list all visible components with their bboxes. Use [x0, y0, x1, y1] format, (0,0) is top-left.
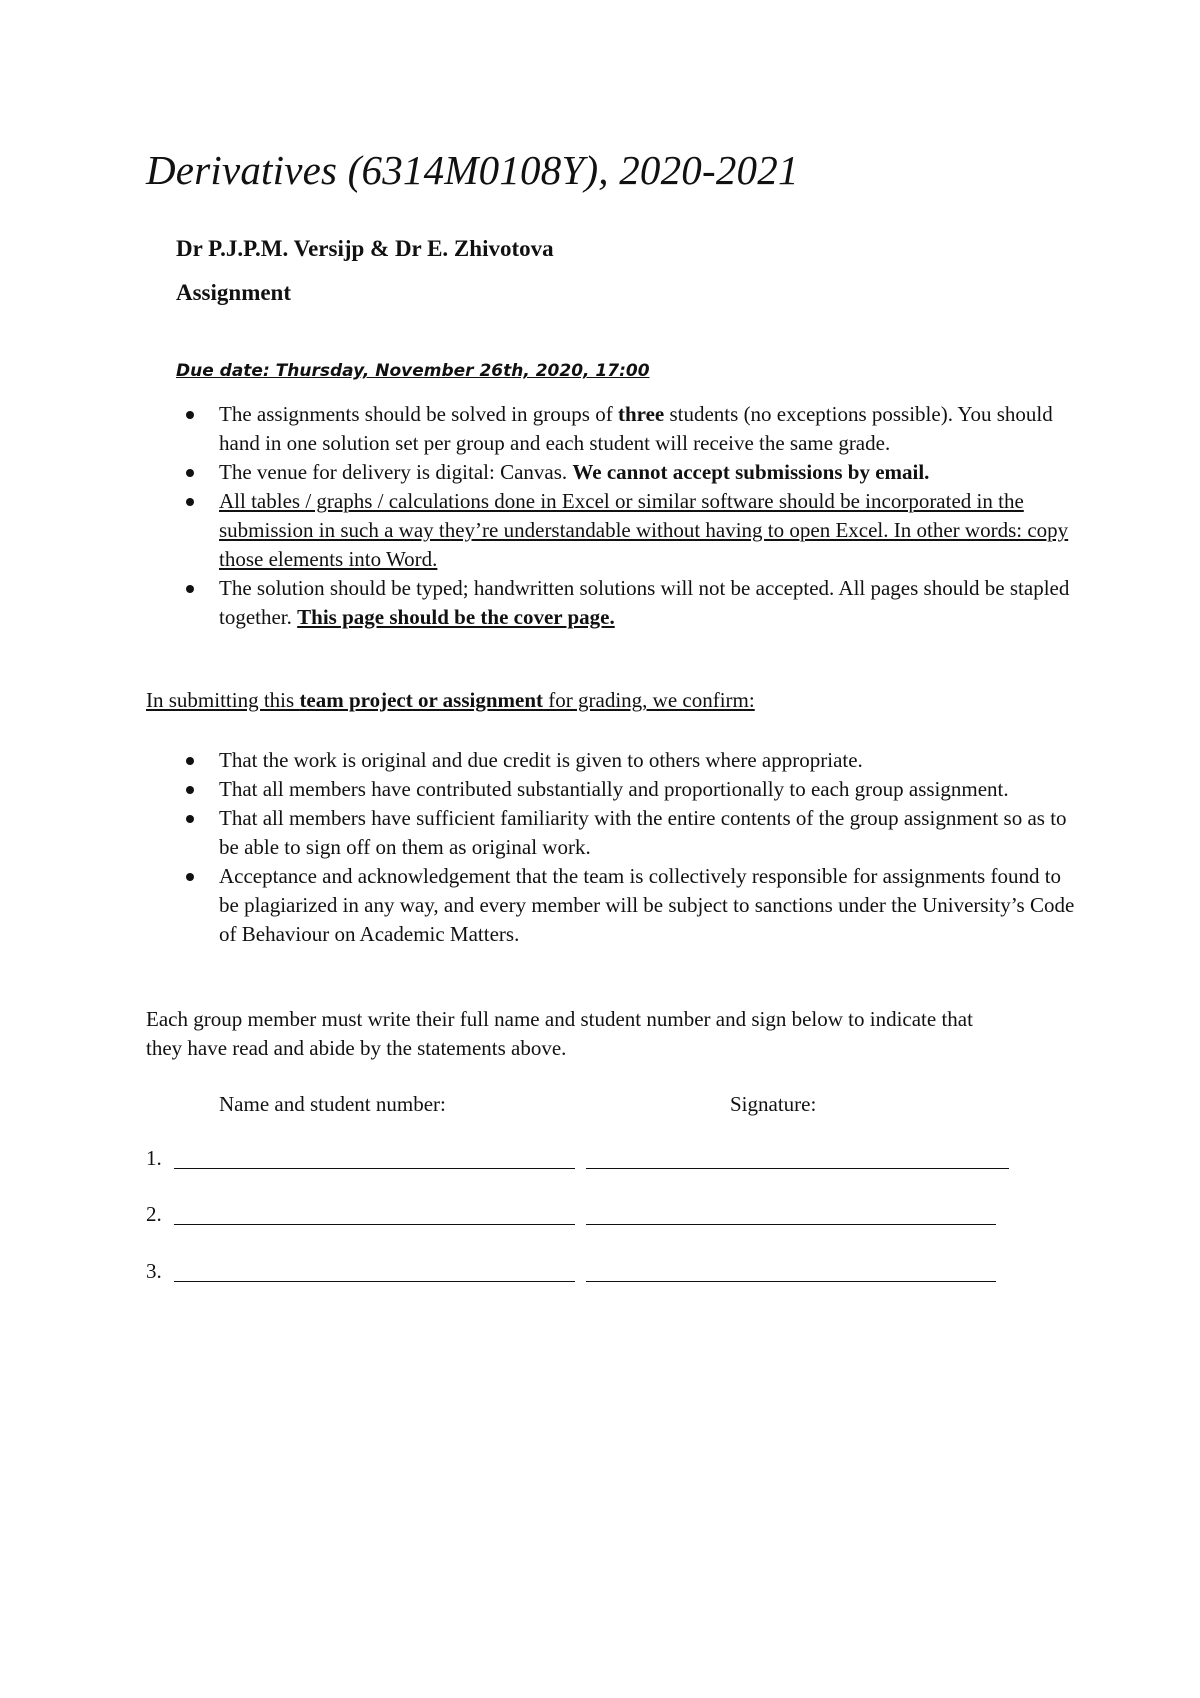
confirmation-item [146, 862, 1076, 949]
confirmation-text: Acceptance and acknowledgement that the team is collectively responsible for assignments found to be plagiarized in any way, and every member will be subject to sanctions under the University’s Code of Behaviour on Academic Matters. [219, 864, 1075, 946]
confirmation-text: That all members have sufficient familiarity with the entire contents of the group assignment so as to be able to sign off on them as original work. [219, 806, 1067, 859]
document-subtitle: Assignment [176, 280, 292, 305]
rule-group-size [146, 400, 1076, 458]
rule-text: The assignments should be solved in groups of [219, 402, 618, 426]
rule-excel [146, 487, 1076, 574]
confirmation-text: That the work is original and due credit is given to others where appropriate. [219, 748, 863, 772]
rule-text: All tables / graphs / calculations done in Excel or similar software should be incorporated in the submission in such a way they’re understandable without having to open Excel. In other words: copy those elements into Word. [219, 489, 1069, 571]
confirm-intro-text: In submitting this [146, 688, 300, 712]
bullet-icon [186, 498, 194, 506]
bullet-icon [186, 469, 194, 477]
confirmation-item [146, 804, 1076, 862]
confirmation-item [146, 775, 1076, 804]
document-title: Derivatives (6314M0108Y), 2020-2021 [146, 147, 799, 193]
confirmation-text: That all members have contributed substantially and proportionally to each group assignment. [219, 777, 1009, 801]
signing-instructions: Each group member must write their full name and student number and sign below to indicate that they have read and abide by the statements above. [146, 1007, 973, 1060]
name-student-number-field[interactable] [174, 1281, 575, 1282]
rule-typed [146, 574, 1076, 632]
bullet-icon [186, 757, 194, 765]
confirmation-item [146, 746, 1076, 775]
due-date: Due date: Thursday, November 26th, 2020, 17:00 [176, 361, 650, 381]
signature-row [146, 1259, 1076, 1289]
rules-list [146, 400, 1076, 632]
confirm-intro-emphasis: team project or assignment [299, 688, 544, 712]
confirm-intro-text: for grading, we confirm: [543, 688, 755, 712]
signature-row [146, 1202, 1076, 1232]
row-number: 3. [146, 1259, 162, 1283]
bullet-icon [186, 815, 194, 823]
rule-text: students (no exceptions possible). You should hand in one solution set per group and each student will receive the same grade. [219, 402, 1053, 455]
row-number: 1. [146, 1146, 162, 1170]
bullet-icon [186, 873, 194, 881]
name-student-number-field[interactable] [174, 1224, 575, 1225]
rule-text: The venue for delivery is digital: Canvas. [219, 460, 573, 484]
row-number: 2. [146, 1202, 162, 1226]
rule-emphasis: We cannot accept submissions by email. [572, 460, 930, 484]
rule-delivery [146, 458, 1076, 487]
name-column-header: Name and student number: [219, 1092, 446, 1116]
bullet-icon [186, 786, 194, 794]
name-student-number-field[interactable] [174, 1168, 575, 1169]
bullet-icon [186, 411, 194, 419]
signature-field[interactable] [586, 1168, 1009, 1169]
confirm-intro [146, 688, 755, 713]
rule-emphasis: three [617, 402, 665, 426]
signature-field[interactable] [586, 1224, 996, 1225]
rule-emphasis: This page should be the cover page. [297, 605, 615, 629]
rule-text: The solution should be typed; handwritten solutions will not be accepted. All pages should be stapled together. [219, 576, 1070, 629]
signature-column-header: Signature: [730, 1092, 817, 1116]
signature-row [146, 1146, 1076, 1176]
signature-field[interactable] [586, 1281, 996, 1282]
authors: Dr P.J.P.M. Versijp & Dr E. Zhivotova [176, 236, 554, 261]
confirmation-list [146, 746, 1076, 949]
bullet-icon [186, 585, 194, 593]
